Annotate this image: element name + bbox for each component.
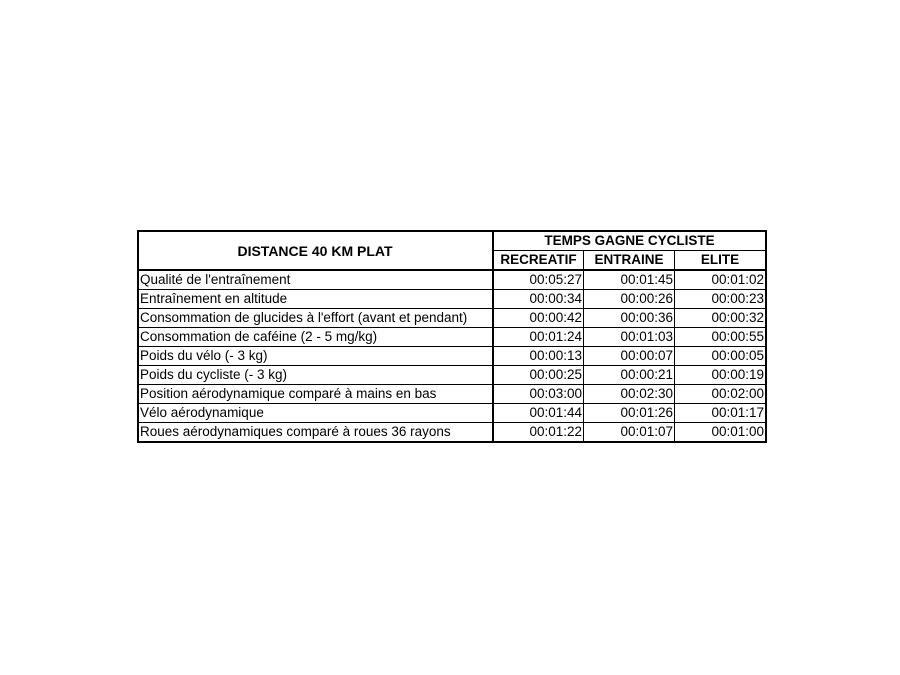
time-cell-elite[interactable]: 00:00:32 [675,309,767,328]
row-label[interactable]: Poids du cycliste (- 3 kg) [138,366,493,385]
header-row-1 [138,231,766,251]
table-row [138,423,766,443]
time-cell-entraine[interactable]: 00:00:26 [584,290,675,309]
time-cell-recreatif[interactable]: 00:03:00 [493,385,584,404]
time-cell-entraine[interactable]: 00:01:45 [584,270,675,290]
row-label[interactable]: Consommation de glucides à l'effort (avant et pendant) [138,309,493,328]
row-label[interactable]: Qualité de l'entraînement [138,270,493,290]
table-row [138,347,766,366]
time-cell-elite[interactable]: 00:00:55 [675,328,767,347]
row-label[interactable]: Poids du vélo (- 3 kg) [138,347,493,366]
time-cell-elite[interactable]: 00:00:23 [675,290,767,309]
table-row [138,366,766,385]
time-cell-entraine[interactable]: 00:00:36 [584,309,675,328]
table-body [138,270,766,442]
table-row [138,270,766,290]
time-cell-entraine[interactable]: 00:01:26 [584,404,675,423]
time-cell-recreatif[interactable]: 00:01:44 [493,404,584,423]
time-cell-elite[interactable]: 00:01:02 [675,270,767,290]
time-cell-recreatif[interactable]: 00:00:34 [493,290,584,309]
time-cell-elite[interactable]: 00:00:19 [675,366,767,385]
row-label[interactable]: Entraînement en altitude [138,290,493,309]
time-gain-table [137,230,767,443]
time-cell-recreatif[interactable]: 00:00:13 [493,347,584,366]
table-row [138,404,766,423]
row-label[interactable]: Consommation de caféine (2 - 5 mg/kg) [138,328,493,347]
row-label[interactable]: Position aérodynamique comparé à mains en bas [138,385,493,404]
time-cell-elite[interactable]: 00:00:05 [675,347,767,366]
column-header-recreatif: RECREATIF [493,251,584,271]
time-cell-entraine[interactable]: 00:01:07 [584,423,675,443]
table-row [138,328,766,347]
time-cell-entraine[interactable]: 00:00:07 [584,347,675,366]
time-cell-recreatif[interactable]: 00:00:25 [493,366,584,385]
table-row [138,309,766,328]
time-cell-recreatif[interactable]: 00:01:22 [493,423,584,443]
time-cell-recreatif[interactable]: 00:01:24 [493,328,584,347]
column-header-entraine: ENTRAINE [584,251,675,271]
time-cell-elite[interactable]: 00:01:00 [675,423,767,443]
time-cell-entraine[interactable]: 00:00:21 [584,366,675,385]
table-row [138,290,766,309]
time-cell-elite[interactable]: 00:01:17 [675,404,767,423]
table-row [138,385,766,404]
group-header: TEMPS GAGNE CYCLISTE [493,231,766,251]
time-cell-elite[interactable]: 00:02:00 [675,385,767,404]
table-title: DISTANCE 40 KM PLAT [138,231,493,270]
row-label[interactable]: Vélo aérodynamique [138,404,493,423]
time-cell-recreatif[interactable]: 00:05:27 [493,270,584,290]
column-header-elite: ELITE [675,251,767,271]
time-cell-entraine[interactable]: 00:02:30 [584,385,675,404]
time-cell-recreatif[interactable]: 00:00:42 [493,309,584,328]
time-cell-entraine[interactable]: 00:01:03 [584,328,675,347]
spreadsheet-area [137,230,767,443]
row-label[interactable]: Roues aérodynamiques comparé à roues 36 rayons [138,423,493,443]
